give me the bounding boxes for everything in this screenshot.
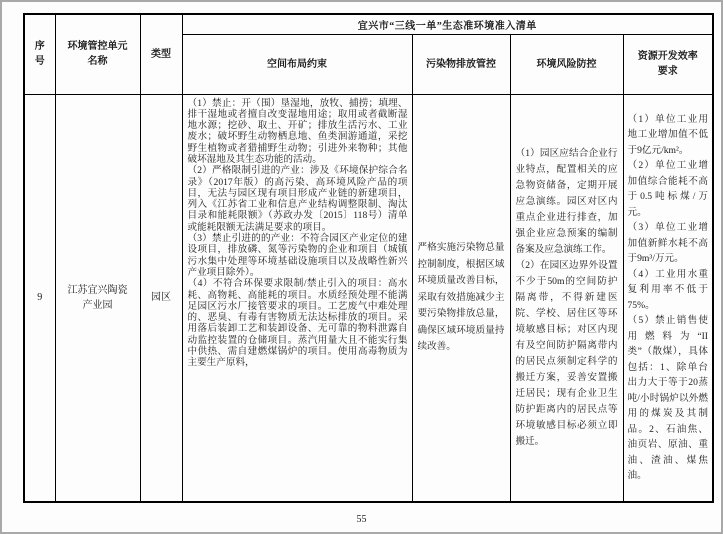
col-header-risk: 环境风险防控 bbox=[510, 34, 623, 94]
cell-risk bbox=[510, 94, 623, 502]
page-number: 55 bbox=[356, 514, 367, 525]
cell-type: 园区 bbox=[140, 94, 182, 502]
col-header-type: 类型 bbox=[140, 14, 182, 94]
col-header-index: 序号 bbox=[24, 14, 55, 94]
cell-resource bbox=[623, 94, 713, 502]
col-header-resource: 资源开发效率要求 bbox=[623, 34, 713, 94]
paragraph: （3）单位工业增加值新鲜水耗不高于9m³/万元。 bbox=[627, 222, 708, 265]
paragraph: （3）禁止引进的的产业：不符合园区产业定位的建设项目，排放磷、氮等污染物的企业和项目（城镇污水集中处理等环境基础设施项目以及战略性新兴产业项目除外）。 bbox=[187, 233, 408, 278]
col-header-pollutant: 污染物排放管控 bbox=[412, 34, 510, 94]
paragraph: （2）严格限制引进的产业：涉及《环境保护综合名录》（2017年版）的高污染、高环境风险产品的项目，无法与园区现有项目形成产业链的新建项目，列入《江苏省工业和信息产业结构调整限制、淘汰目录和能耗限额》（苏政办发〔2015〕118号）清单或能耗限额无法满足要求的项目。 bbox=[187, 165, 408, 233]
table-title: 宜兴市“三线一单”生态准环境准入清单 bbox=[182, 14, 713, 34]
paragraph: （2）单位工业增加值综合能耗不高于0.5吨标煤/万元。 bbox=[627, 160, 708, 218]
table-row bbox=[24, 94, 713, 502]
paragraph: （1）禁止：开（围）垦湿地，放牧、捕捞；填埋、排干湿地或者擅自改变湿地用途；取用或者截断湿地水源；挖砂、取土、开矿；排放生活污水、工业废水；破坏野生动物栖息地、鱼类洄游通道，采挖野生植物或者猎捕野生动物；引进外来物种；其他破坏湿地及其生态功能的活动。 bbox=[187, 97, 408, 165]
col-header-unit-name: 环境管控单元名称 bbox=[55, 14, 140, 94]
paragraph: （5）禁止销售使用燃料为“II类”（散煤），具体包括：1、除单台出力大于等于20蒸吨/小时锅炉以外燃用的煤炭及其制品。2、石油焦、油页岩、原油、重油、渣油、煤焦油。 bbox=[627, 315, 708, 482]
paragraph: （1）园区应结合企业行业特点，配置相关的应急物资储备，定期开展应急演练。园区对区内重点企业进行排查，加强企业应急预案的编制备案及应急演练工作。 bbox=[515, 147, 618, 255]
access-list-table bbox=[23, 13, 714, 503]
paragraph: （1）单位工业用地工业增加值不低于9亿元/km²。 bbox=[627, 113, 708, 156]
paragraph: （4）工业用水重复利用率不低于75%。 bbox=[627, 268, 708, 311]
cell-spatial bbox=[182, 94, 412, 502]
col-header-spatial: 空间布局约束 bbox=[182, 34, 412, 94]
cell-unit-name: 江苏宜兴陶瓷产业园 bbox=[55, 94, 140, 502]
header-row-top bbox=[24, 14, 713, 34]
cell-index: 9 bbox=[24, 94, 55, 502]
cell-pollutant bbox=[412, 94, 510, 502]
paragraph: （4）不符合环保要求限制/禁止引入的项目：高水耗、高物耗、高能耗的项目。水质经预处理不能满足园区污水厂接管要求的项目。工艺废气中难处理的、恶臭、有毒有害物质无法达标排放的项目。采用落后装卸工艺和装卸设备、无可靠的物料泄露自动监控装置的仓储项目。蒸汽用量大且不能实行集中供热、需自建燃煤锅炉的项目。使用高毒物质为主要生产原料， bbox=[187, 278, 408, 369]
paragraph: （2）在园区边界外设置不少于50m的空间防护隔离带，不得新建医院、学校、居住区等环境敏感目标；对区内现有及空间防护隔离带内的居民点须制定科学的搬迁方案，妥善安置搬迁居民；现有企业卫生防护距离内的居民点等环境敏感目标必须立即搬迁。 bbox=[515, 259, 618, 447]
paragraph: 严格实施污染物总量控制制度，根据区域环境质量改善目标，采取有效措施减少主要污染物排放总量，确保区域环境质量持续改善。 bbox=[417, 242, 505, 352]
